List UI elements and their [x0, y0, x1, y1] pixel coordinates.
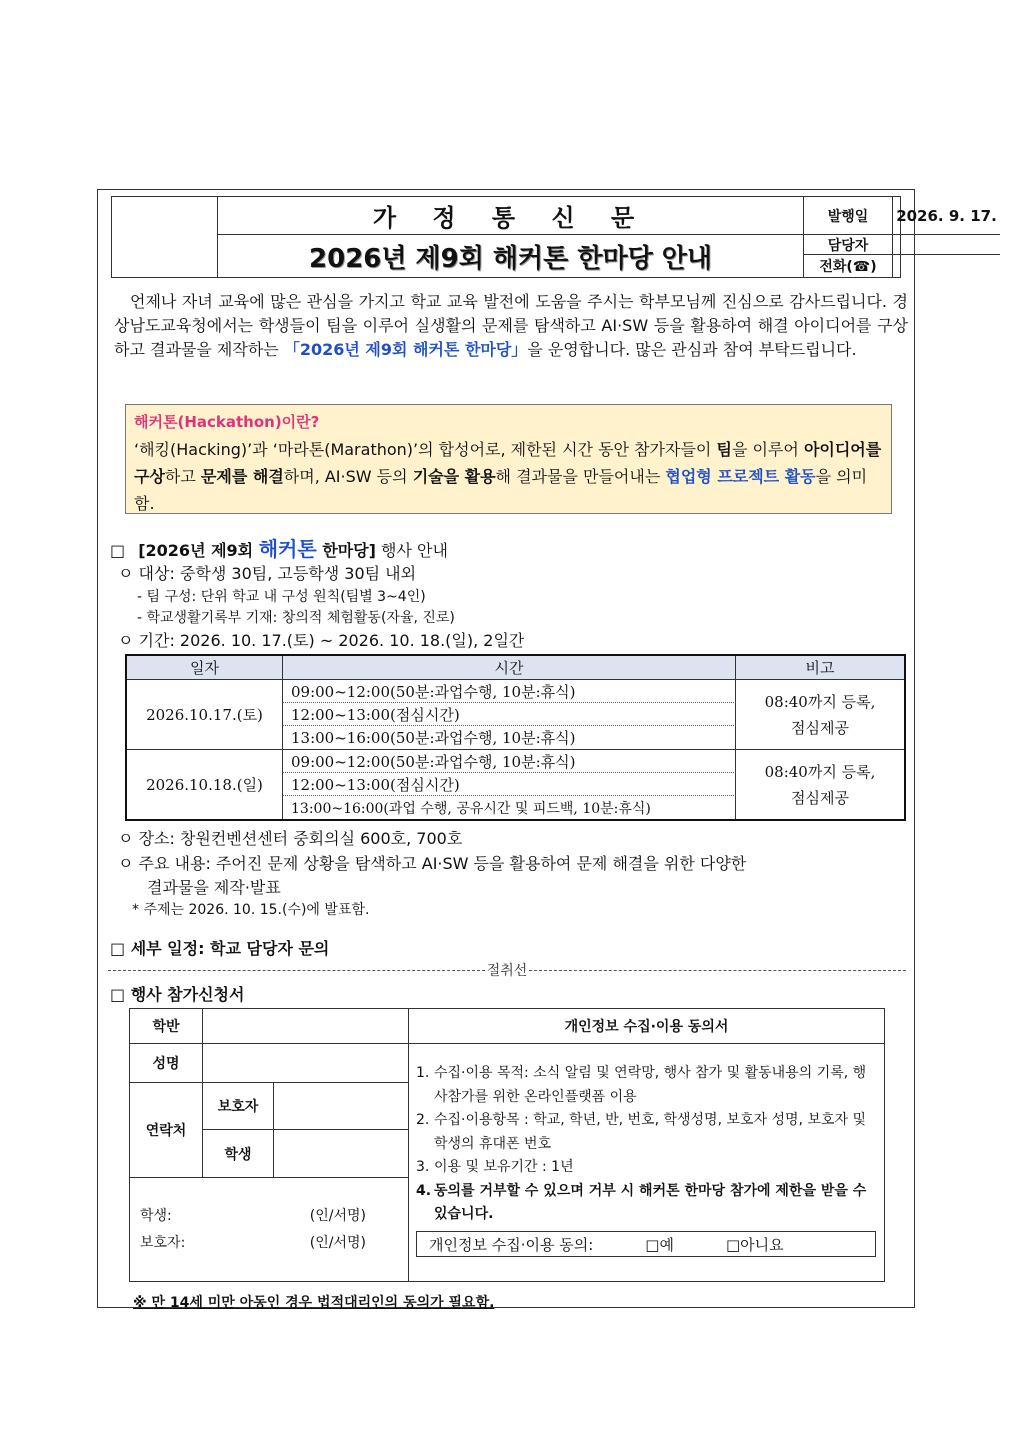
intro-text: 언제나 자녀 교육에 많은 관심을 가지고 학교 교육 발전에 도움을 주시는 학부모님께 진심으로 감사드립니다. 경상남도교육청에서는 학생들이 팀을 이루어 실생활의 문제를 탐색하고 AI·SW 등을 활용하여 해결 아이디어를 구상하고 결과물을 제작하는 — [114, 292, 908, 359]
hackathon-highlight: 해커톤 — [258, 537, 317, 561]
class-label: 학반 — [130, 1009, 203, 1044]
checkbox-icon: □ — [110, 541, 126, 560]
page-subtitle: 2026년 제9회 해커톤 한마당 안내 — [309, 243, 712, 274]
name-field[interactable] — [203, 1044, 409, 1083]
student-phone-field[interactable] — [274, 1130, 409, 1178]
student-label: 학생 — [203, 1130, 274, 1178]
phone-value-cell — [893, 255, 1000, 277]
consent-title: 개인정보 수집·이용 동의서 — [409, 1009, 884, 1044]
cut-label: 절취선 — [486, 963, 528, 979]
signature-area[interactable] — [130, 1178, 409, 1281]
sign-guardian-mark: (인/서명) — [309, 1234, 366, 1251]
record-line: - 학교생활기록부 기재: 창의적 체험활동(자율, 진로) — [137, 610, 455, 626]
team-line: - 팀 구성: 단위 학교 내 구성 원칙(팀별 3~4인) — [137, 589, 426, 605]
intro-paragraph — [114, 290, 908, 362]
consent-item: 1. 수집·이용 목적: 소식 알림 및 연락망, 행사 참가 및 활동내용의 기록, 행사참가를 위한 온라인플랫폼 이용 — [416, 1065, 867, 1105]
consent-item: 3. 이용 및 보유기간 : 1년 — [416, 1159, 574, 1175]
agree-yes-checkbox[interactable]: □예 — [645, 1235, 674, 1254]
schedule-table — [125, 654, 906, 821]
name-label: 성명 — [130, 1044, 203, 1083]
page-title: 가 정 통 신 문 — [372, 204, 649, 232]
guardian-phone-field[interactable] — [274, 1083, 409, 1130]
col-date-header: 일자 — [127, 656, 283, 680]
event-section-heading: □ [2026년 제9회 해커톤 한마당] 행사 안내 — [110, 537, 448, 561]
intro-text-end: 을 운영합니다. 많은 관심과 참여 부탁드립니다. — [527, 340, 857, 359]
consent-item-warning: 4. 동의를 거부할 수 있으며 거부 시 해커톤 한마당 참가에 제한을 받을 수 있습니다. — [416, 1182, 867, 1222]
application-heading: □ 행사 참가신청서 — [110, 985, 245, 1004]
phone-label: 전화(☎) — [819, 259, 877, 275]
target-line: ㅇ 대상: 중학생 30팀, 고등학생 30팀 내외 — [118, 564, 417, 583]
class-field[interactable] — [203, 1009, 409, 1044]
consent-list — [416, 1062, 878, 1227]
content-line: ㅇ 주요 내용: 주어진 문제 상황을 탐색하고 AI·SW 등을 활용하여 문제 해결을 위한 다양한 — [118, 854, 747, 873]
hackathon-definition-box — [125, 404, 892, 514]
day2-date: 2026.10.18.(일) — [127, 750, 283, 819]
header-table — [111, 196, 997, 278]
day1-slot3: 13:00~16:00(50분:과업수행, 10분:휴식) — [283, 726, 736, 750]
issue-date: 2026. 9. 17. — [896, 206, 997, 225]
manager-value-cell — [893, 235, 1000, 255]
day2-slot3: 13:00~16:00(과업 수행, 공유시간 및 피드백, 10분:휴식) — [283, 796, 736, 819]
definition-text: ‘해킹(Hacking)’과 ‘마라톤(Marathon)’의 합성어로, 제한된 시간 동안 참가자들이 팀을 이루어 아이디어를 구상하고 문제를 해결하며, AI·SW 등의 기술을 활용해 결과물을 만들어내는 협업형 프로젝트 활동을 의미함. — [134, 440, 882, 513]
agree-label: 개인정보 수집·이용 동의: — [429, 1235, 594, 1254]
footnote: ※ 만 14세 미만 아동인 경우 법적대리인의 동의가 필요함. — [133, 1295, 495, 1311]
issue-label-cell — [804, 197, 893, 235]
content-line-2: 결과물을 제작·발표 — [147, 878, 281, 897]
day2-slot2: 12:00~13:00(점심시간) — [283, 773, 736, 796]
issue-label: 발행일 — [827, 208, 869, 225]
header-subtitle-cell — [218, 235, 804, 277]
manager-label-cell — [804, 235, 893, 255]
header-title-cell — [218, 197, 804, 235]
day1-slot1: 09:00~12:00(50분:과업수행, 10분:휴식) — [283, 680, 736, 703]
period-line: ㅇ 기간: 2026. 10. 17.(토) ~ 2026. 10. 18.(일), 2일간 — [118, 631, 525, 650]
sign-student-label: 학생: — [140, 1207, 172, 1224]
topic-note: * 주제는 2026. 10. 15.(수)에 발표함. — [132, 902, 370, 918]
day1-note: 08:40까지 등록, 점심제공 — [736, 680, 904, 750]
phone-label-cell — [804, 255, 893, 277]
definition-title: 해커톤(Hackathon)이란? — [134, 413, 320, 431]
col-note-header: 비고 — [736, 656, 904, 680]
manager-label: 담당자 — [827, 237, 869, 254]
header-blank-cell — [112, 197, 218, 277]
contact-label: 연락처 — [130, 1083, 203, 1178]
cut-line — [108, 960, 906, 980]
place-line: ㅇ 장소: 창원컨벤션센터 중회의실 600호, 700호 — [118, 829, 463, 848]
day2-slot1: 09:00~12:00(50분:과업수행, 10분:휴식) — [283, 750, 736, 773]
sign-student-mark: (인/서명) — [309, 1207, 366, 1224]
col-time-header: 시간 — [283, 656, 736, 680]
day2-note: 08:40까지 등록, 점심제공 — [764, 762, 876, 807]
day1-slot2: 12:00~13:00(점심시간) — [283, 703, 736, 726]
issue-date-cell — [893, 197, 1000, 235]
consent-agree-box — [416, 1231, 876, 1257]
day1-date: 2026.10.17.(토) — [127, 680, 283, 750]
sign-guardian-label: 보호자: — [140, 1234, 186, 1251]
event-name-highlight: 「2026년 제9회 해커톤 한마당」 — [283, 340, 528, 359]
guardian-label: 보호자 — [203, 1083, 274, 1130]
detail-heading: □ 세부 일정: 학교 담당자 문의 — [110, 939, 330, 958]
consent-item: 2. 수집·이용항목 : 학교, 학년, 반, 번호, 학생성명, 보호자 성명, 보호자 및 학생의 휴대폰 번호 — [416, 1112, 866, 1152]
agree-no-checkbox[interactable]: □아니요 — [725, 1235, 784, 1254]
